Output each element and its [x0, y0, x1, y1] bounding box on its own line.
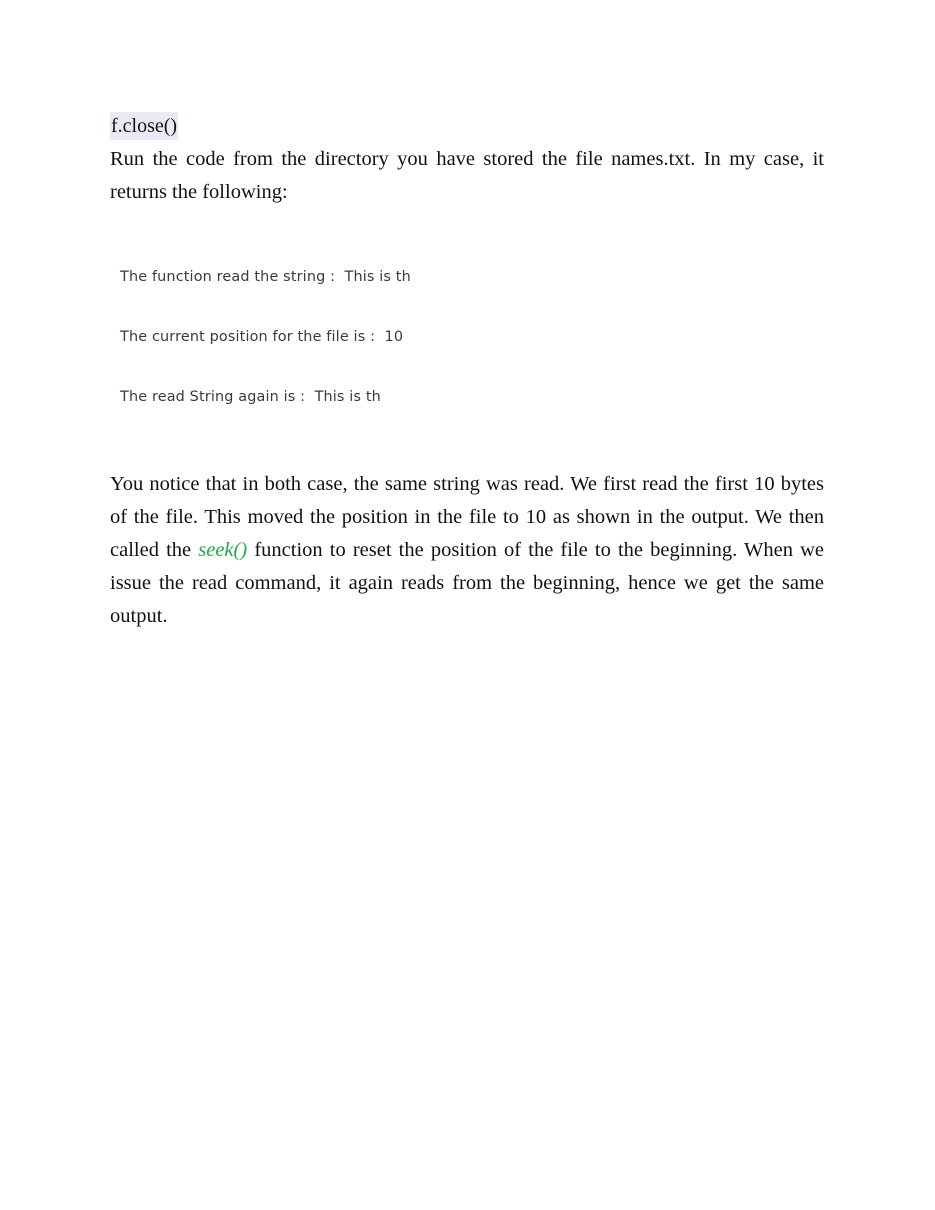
output-line: The read String again is : This is th — [120, 389, 381, 405]
output-line: The current position for the file is : 10 — [120, 329, 404, 345]
explanation-paragraph — [110, 468, 824, 633]
output-line: The function read the string : This is th — [120, 269, 411, 285]
program-output-image — [120, 227, 824, 447]
code-snippet-row — [110, 112, 824, 140]
code-snippet: f.close() — [110, 112, 178, 140]
intro-paragraph: Run the code from the directory you have stored the file names.txt. In my case, it returns the following: — [110, 148, 824, 203]
document-page — [110, 112, 824, 633]
explanation-text-before: You notice that in both case, the same string was read. We first read the first 10 bytes of the file. This moved the position in the file to 10 as shown in the output. We then called the — [110, 473, 824, 561]
seek-function-reference: seek() — [198, 539, 248, 561]
explanation-text-after: function to reset the position of the file to the beginning. When we issue the read command, it again reads from the beginning, hence we get the same output. — [110, 539, 824, 627]
